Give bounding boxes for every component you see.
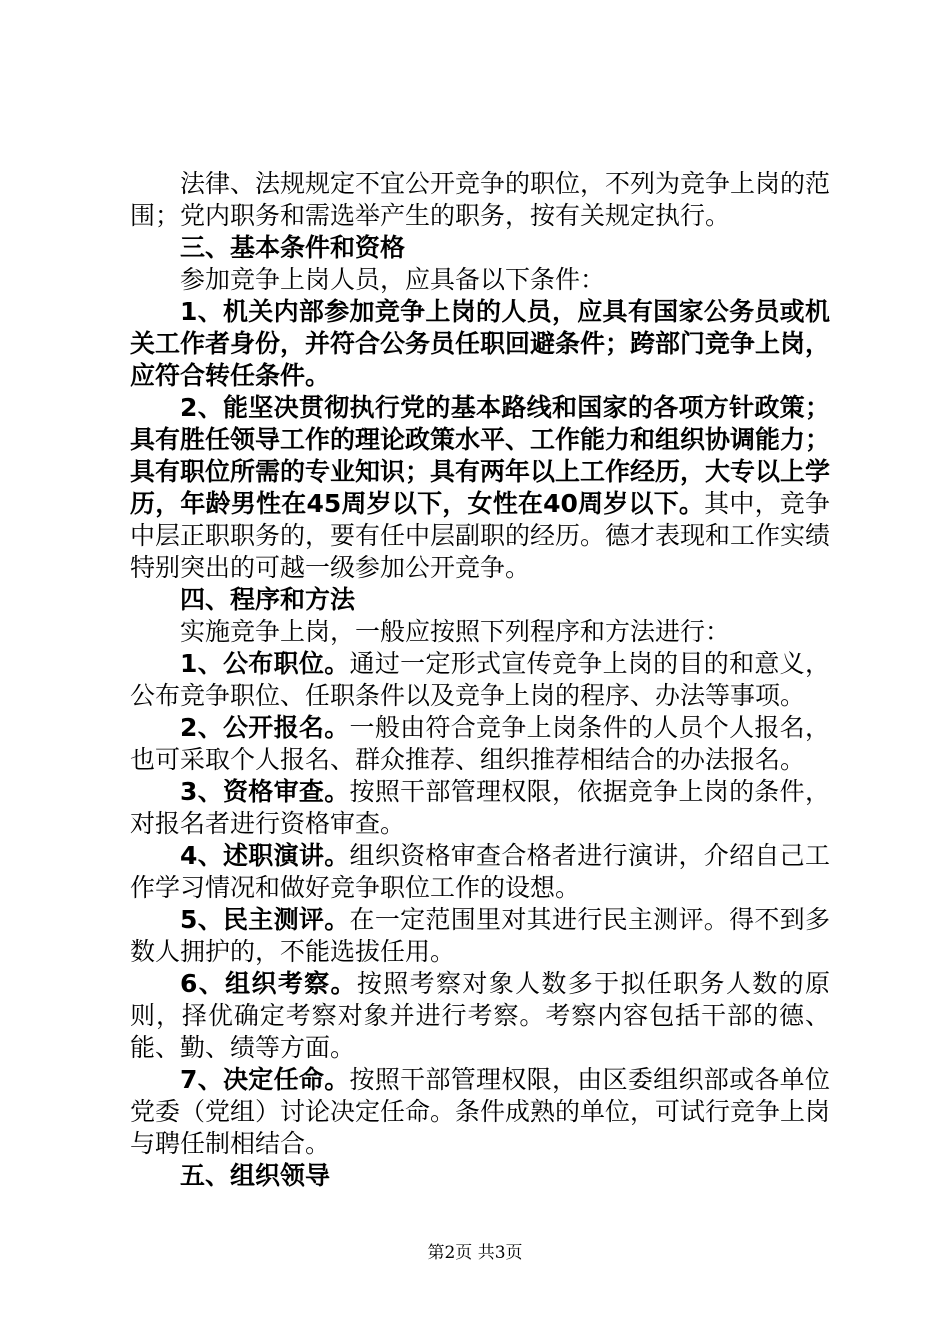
step-item: [130, 776, 830, 840]
section-heading-5: 五、组织领导: [180, 1161, 331, 1190]
step-text: 组织资格审查合格者进行演讲，介绍自己工作学习情况和做好竞争职位工作的设想。: [130, 841, 830, 902]
step-text: 在一定范围里对其进行民主测评。得不到多数人拥护的，不能选拔任用。: [130, 905, 830, 966]
document-body: [130, 168, 830, 1192]
condition-1: 1、机关内部参加竞争上岗的人员，应具有国家公务员或机关工作者身份，并符合公务员任职回避条件；跨部门竞争上岗，应符合转任条件。: [130, 297, 831, 390]
step-item: [130, 648, 830, 712]
page-footer: 第2页 共3页: [427, 1243, 523, 1263]
step-item: [130, 712, 830, 776]
step-text: 按照干部管理权限，依据竞争上岗的条件，对报名者进行资格审查。: [130, 777, 830, 838]
section-heading-3: 三、基本条件和资格: [180, 233, 406, 262]
step-text: 通过一定形式宣传竞争上岗的目的和意义，公布竞争职位、任职条件以及竞争上岗的程序、办法等事项。: [130, 649, 830, 710]
paragraph-procedure-intro: 实施竞争上岗，一般应按照下列程序和方法进行：: [180, 617, 731, 646]
step-title: 7、决定任命。: [180, 1065, 350, 1094]
condition-2: [130, 392, 830, 584]
step-item: [130, 1064, 830, 1160]
step-text: 按照考察对象人数多于拟任职务人数的原则，择优确定考察对象并进行考察。考察内容包括干部的德、能、勤、绩等方面。: [130, 969, 830, 1062]
step-title: 6、组织考察。: [180, 969, 357, 998]
step-title: 2、公开报名。: [180, 713, 350, 742]
condition-2-note: 其中，竞争中层正职职务的，要有任中层副职的经历。德才表现和工作实绩特别突出的可越一级参加公开竞争。: [130, 489, 831, 582]
step-item: [130, 840, 830, 904]
step-item: [130, 968, 830, 1064]
step-item: [130, 904, 830, 968]
condition-2-main: 2、能坚决贯彻执行党的基本路线和国家的各项方针政策；具有胜任领导工作的理论政策水平、工作能力和组织协调能力；具有职位所需的专业知识；具有两年以上工作经历，大专以上学历，年龄男性在45周岁以下，女性在40周岁以下。: [130, 393, 831, 518]
step-title: 4、述职演讲。: [180, 841, 350, 870]
step-title: 1、公布职位。: [180, 649, 350, 678]
step-title: 5、民主测评。: [180, 905, 350, 934]
step-text: 一般由符合竞争上岗条件的人员个人报名，也可采取个人报名、群众推荐、组织推荐相结合的办法报名。: [130, 713, 830, 774]
step-title: 3、资格审查。: [180, 777, 350, 806]
paragraph-conditions-intro: 参加竞争上岗人员，应具备以下条件：: [180, 265, 606, 294]
section-heading-4: 四、程序和方法: [180, 585, 356, 614]
paragraph-scope: 法律、法规规定不宜公开竞争的职位，不列为竞争上岗的范围；党内职务和需选举产生的职务，按有关规定执行。: [130, 169, 831, 230]
step-text: 按照干部管理权限，由区委组织部或各单位党委（党组）讨论决定任命。条件成熟的单位，可试行竞争上岗与聘任制相结合。: [130, 1065, 831, 1158]
